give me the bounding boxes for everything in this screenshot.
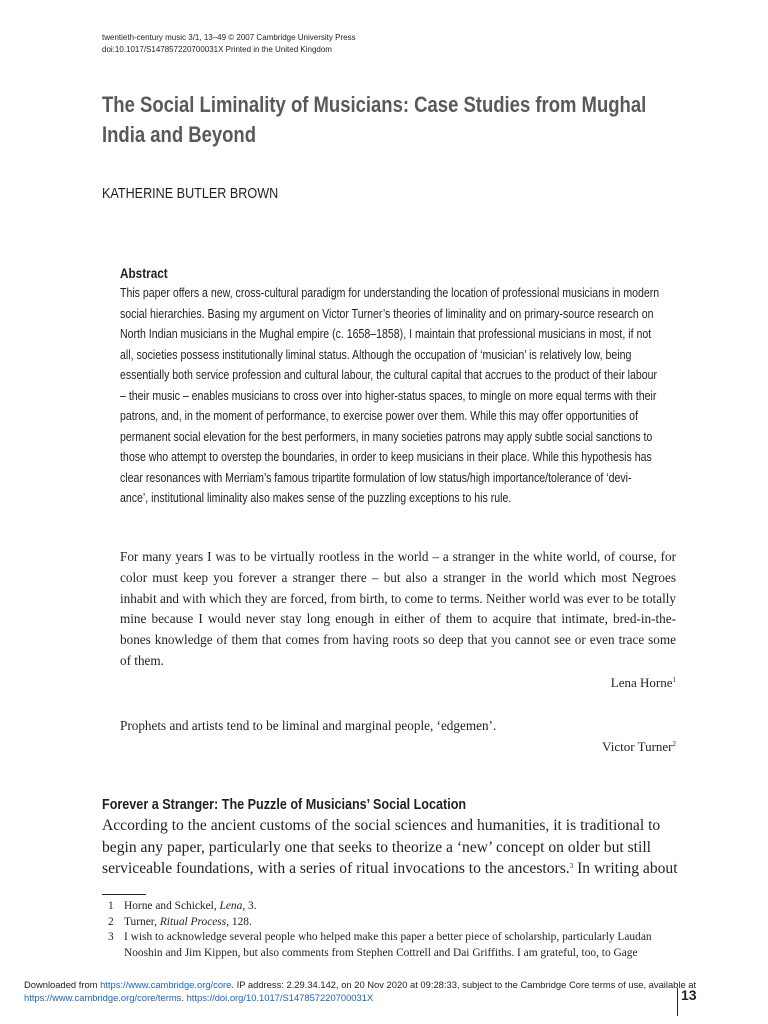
abstract-line: – their music – enables musicians to cross over into higher-status spaces, to mingle on more equal terms with their <box>120 387 657 403</box>
body-line: begin any paper, particularly one that seeks to theorize a ‘new’ concept on older but still <box>102 838 652 856</box>
abstract-line: This paper offers a new, cross-cultural paradigm for understanding the location of professional musicians in modern <box>120 285 660 300</box>
footnote-text: Turner, Ritual Process, 128. <box>124 915 252 928</box>
abstract-line: all, societies possess institutionally liminal status. Although the occupation of ‘musician’ is relatively low, being <box>120 346 632 362</box>
abstract-line: essentially both service profession and cultural labour, the cultural capital that accrues to the product of their labour <box>120 367 658 382</box>
footnotes <box>102 899 696 961</box>
doi-line: doi:10.1017/S147857220700031X Printed in the United Kingdom <box>102 45 332 54</box>
abstract-line: North Indian musicians in the Mughal empire (c. 1658–1858), I maintain that professional musicians in most, if not <box>120 326 652 341</box>
body-line: According to the ancient customs of the social sciences and humanities, it is traditional to <box>102 817 661 834</box>
section-heading: Forever a Stranger: The Puzzle of Musicians’ Social Location <box>102 796 467 813</box>
footnote-number: 3 <box>108 931 114 943</box>
epigraph-attribution: Victor Turner$^2$ <box>602 739 676 754</box>
abstract-line: ance’, institutional liminality also makes sense of the puzzling exceptions to his rule. <box>120 490 512 505</box>
abstract-line: those who attempt to overstep the boundaries, in order to keep musicians in their place. While this hypothesis has <box>120 449 652 464</box>
body-line: serviceable foundations, with a series of ritual invocations to the ancestors.$^3$ In writing about <box>102 860 678 877</box>
epigraph-attribution: Lena Horne$^1$ <box>610 674 676 690</box>
abstract-line: clear resonances with Merriam’s famous tripartite formulation of low status/high importance/tolerance of ‘devi- <box>120 469 632 485</box>
doi-link[interactable]: https://doi.org/10.1017/S147857220700031X <box>186 992 374 1003</box>
footnote-number: 1 <box>108 900 114 912</box>
page-number: 13 <box>681 987 697 1003</box>
epigraph-turner <box>120 716 676 757</box>
footnote-2 <box>102 915 696 931</box>
cambridge-core-link[interactable]: https://www.cambridge.org/core <box>100 979 232 990</box>
abstract-line: permanent social elevation for the best performers, in many societies patrons may apply subtle social sanctions to <box>120 428 653 444</box>
author-name: KATHERINE BUTLER BROWN <box>102 185 279 202</box>
body-paragraph <box>102 815 694 880</box>
footnote-ref[interactable]: 1 <box>672 675 676 684</box>
footnote-text: Horne and Schickel, Lena, 3. <box>124 900 257 912</box>
footnote-ref[interactable]: 2 <box>672 740 676 748</box>
page-number-divider <box>677 988 678 1016</box>
download-notice: Downloaded from https://www.cambridge.org/core. IP address: 2.29.34.142, on 20 Nov 2020 at 09:28:33, subject to the Cambridge Core terms of use, available at https://www.cambridge.org/core/terms. https://doi.org/10.1017/S147857220700031X <box>24 979 697 1003</box>
terms-link[interactable]: https://www.cambridge.org/core/terms <box>24 992 182 1003</box>
abstract-block <box>120 263 676 509</box>
footnote-ref[interactable]: 3 <box>569 862 574 870</box>
footnote-text: I wish to acknowledge several people who helped make this paper a better piece of scholarship, particularly Laudan Nooshin and Jim Kippen, but also comments from Stephen Cottrell and Dai Griffiths. I am grateful, too, to Gage <box>124 931 652 959</box>
footnote-1 <box>102 899 696 915</box>
abstract-heading: Abstract <box>120 265 168 281</box>
epigraph-quote: For many years I was to be virtually rootless in the world – a stranger in the white world, of course, for color must keep you forever a stranger there – but also a stranger in the world which most Negroes inhabit and with which they are forced, from birth, to come to terms. Neither world was ever to be totally mine because I would never stay long enough in either of them to acquire that intimate, bred-in-the-bones knowledge of them that comes from having roots so deep that you cannot see or even trace some of them. <box>120 549 676 668</box>
running-header <box>102 32 356 56</box>
title-line-2: India and Beyond <box>102 122 257 147</box>
article-title <box>102 90 742 150</box>
epigraph-horne <box>120 547 676 693</box>
footnote-divider <box>102 894 146 895</box>
footnote-number: 2 <box>108 915 114 928</box>
journal-citation: twentieth-century music 3/1, 13–49 © 2007 Cambridge University Press <box>102 33 356 42</box>
title-line-1: The Social Liminality of Musicians: Case Studies from Mughal <box>102 92 647 117</box>
abstract-line: social hierarchies. Basing my argument on Victor Turner’s theories of liminality and on primary-source research on <box>120 305 654 321</box>
footnote-3 <box>102 930 696 961</box>
epigraph-quote: Prophets and artists tend to be liminal and marginal people, ‘edgemen’. <box>120 718 497 733</box>
abstract-line: patrons, and, in the moment of performance, to exercise power over them. While this may offer opportunities of <box>120 408 639 423</box>
